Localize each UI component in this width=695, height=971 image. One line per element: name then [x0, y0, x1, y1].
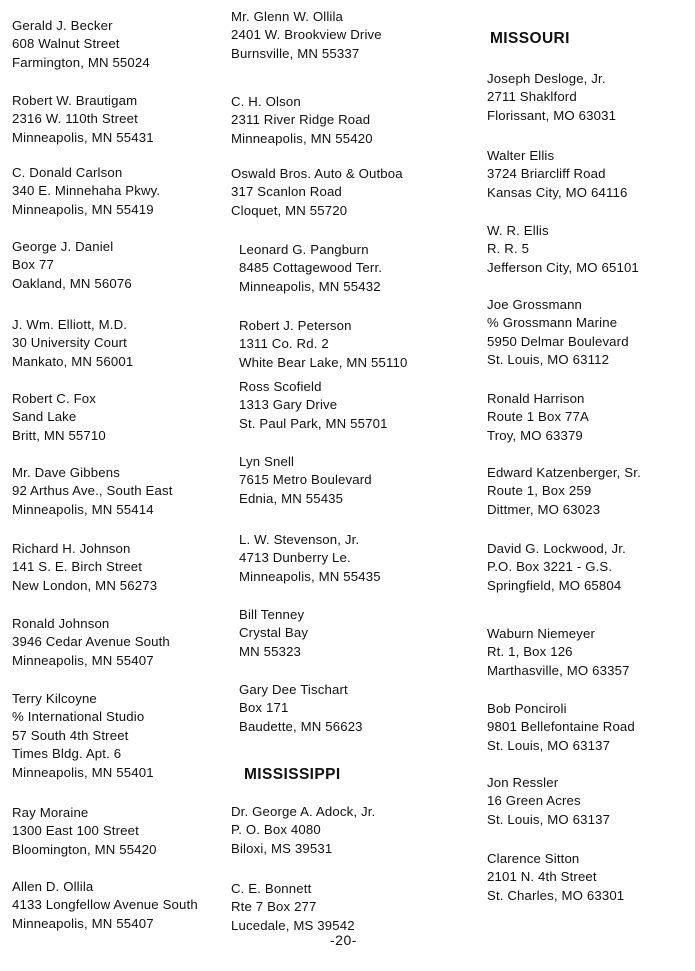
- entry-name: Ross Scofield: [239, 379, 322, 394]
- entry-name: Dr. George A. Adock, Jr.: [231, 804, 376, 819]
- entry-address-line: Rt. 1, Box 126: [487, 644, 573, 660]
- address-entry: [487, 625, 630, 680]
- address-entry: [487, 222, 639, 277]
- entry-address-line: Crystal Bay: [239, 625, 309, 641]
- entry-name: Waburn Niemeyer: [487, 626, 596, 641]
- address-entry: [231, 8, 382, 63]
- entry-name: Ray Moraine: [12, 805, 89, 820]
- address-entry: [12, 878, 198, 933]
- entry-address-line: % International Studio: [12, 709, 145, 725]
- entry-name: Terry Kilcoyne: [12, 691, 97, 706]
- entry-address-line: St. Paul Park, MN 55701: [239, 415, 388, 431]
- entry-address-line: Minneapolis, MN 55407: [12, 652, 154, 668]
- entry-address-line: 2311 River Ridge Road: [231, 112, 371, 128]
- entry-name: W. R. Ellis: [487, 223, 549, 238]
- entry-address-line: Minneapolis, MN 55435: [239, 568, 381, 584]
- entry-address-line: % Grossmann Marine: [487, 315, 618, 331]
- entry-address-line: Minneapolis, MN 55414: [12, 501, 154, 517]
- entry-address-line: Ednia, MN 55435: [239, 490, 344, 506]
- entry-address-line: Mankato, MN 56001: [12, 353, 134, 369]
- address-entry: [12, 316, 133, 371]
- entry-address-line: R. R. 5: [487, 241, 530, 257]
- entry-name: Walter Ellis: [487, 148, 555, 163]
- entry-name: Oswald Bros. Auto & Outboa: [231, 166, 403, 181]
- entry-address-line: 1300 East 100 Street: [12, 823, 139, 839]
- address-entry: [239, 606, 308, 661]
- entry-address-line: Route 1 Box 77A: [487, 409, 589, 425]
- entry-address-line: 57 South 4th Street: [12, 727, 129, 743]
- entry-address-line: Springfield, MO 65804: [487, 577, 622, 593]
- address-entry: [12, 690, 154, 782]
- entry-address-line: Dittmer, MO 63023: [487, 501, 601, 517]
- entry-name: C. Donald Carlson: [12, 165, 123, 180]
- address-entry: [12, 92, 154, 147]
- entry-address-line: 30 University Court: [12, 335, 127, 351]
- state-heading-missouri: MISSOURI: [490, 30, 570, 47]
- address-entry: [12, 390, 106, 445]
- entry-address-line: 16 Green Acres: [487, 793, 581, 809]
- entry-address-line: Minneapolis, MN 55431: [12, 129, 154, 145]
- entry-address-line: 1313 Gary Drive: [239, 397, 338, 413]
- entry-address-line: Bloomington, MN 55420: [12, 841, 157, 857]
- entry-name: L. W. Stevenson, Jr.: [239, 532, 360, 547]
- address-entry: [487, 147, 627, 202]
- page-number: -20-: [330, 932, 357, 948]
- entry-address-line: Box 77: [12, 257, 54, 273]
- address-entry: [12, 464, 173, 519]
- entry-address-line: 2316 W. 110th Street: [12, 111, 138, 127]
- entry-address-line: St. Louis, MO 63137: [487, 737, 611, 753]
- entry-name: Clarence Sitton: [487, 851, 580, 866]
- entry-address-line: 2401 W. Brookview Drive: [231, 27, 382, 43]
- address-entry: [239, 241, 382, 296]
- address-entry: [12, 804, 157, 859]
- entry-name: Gerald J. Becker: [12, 18, 113, 33]
- entry-name: Ronald Johnson: [12, 616, 110, 631]
- entry-name: Joe Grossmann: [487, 297, 583, 312]
- entry-address-line: 2711 Shaklford: [487, 89, 577, 105]
- entry-address-line: Farmington, MN 55024: [12, 54, 150, 70]
- entry-name: C. H. Olson: [231, 94, 301, 109]
- entry-address-line: Box 171: [239, 700, 289, 716]
- entry-address-line: Biloxi, MS 39531: [231, 840, 333, 856]
- entry-name: C. E. Bonnett: [231, 881, 312, 896]
- address-entry: [12, 238, 132, 293]
- entry-address-line: St. Louis, MO 63137: [487, 811, 611, 827]
- entry-address-line: 340 E. Minnehaha Pkwy.: [12, 183, 161, 199]
- entry-address-line: 1311 Co. Rd. 2: [239, 336, 329, 352]
- entry-address-line: 141 S. E. Birch Street: [12, 559, 143, 575]
- entry-name: Leonard G. Pangburn: [239, 242, 369, 257]
- entry-address-line: 608 Walnut Street: [12, 36, 120, 52]
- entry-name: Mr. Glenn W. Ollila: [231, 9, 344, 24]
- address-entry: [12, 164, 160, 219]
- entry-address-line: 317 Scanlon Road: [231, 184, 342, 200]
- entry-name: Bill Tenney: [239, 607, 305, 622]
- address-entry: [231, 803, 375, 858]
- address-entry: [487, 540, 626, 595]
- address-entry: [239, 681, 363, 736]
- entry-address-line: Jefferson City, MO 65101: [487, 259, 639, 275]
- entry-name: Edward Katzenberger, Sr.: [487, 465, 641, 480]
- entry-name: Allen D. Ollila: [12, 879, 94, 894]
- address-entry: [231, 880, 355, 935]
- entry-address-line: 92 Arthus Ave., South East: [12, 483, 173, 499]
- entry-name: David G. Lockwood, Jr.: [487, 541, 626, 556]
- entry-name: Gary Dee Tischart: [239, 682, 348, 697]
- entry-address-line: Britt, MN 55710: [12, 427, 106, 443]
- entry-address-line: 5950 Delmar Boulevard: [487, 333, 629, 349]
- entry-name: Robert C. Fox: [12, 391, 97, 406]
- entry-address-line: Minneapolis, MN 55419: [12, 201, 154, 217]
- address-entry: [239, 317, 407, 372]
- entry-address-line: St. Charles, MO 63301: [487, 887, 625, 903]
- entry-address-line: Cloquet, MN 55720: [231, 202, 348, 218]
- entry-address-line: P.O. Box 3221 - G.S.: [487, 559, 613, 575]
- entry-name: J. Wm. Elliott, M.D.: [12, 317, 128, 332]
- entry-address-line: 4713 Dunberry Le.: [239, 550, 351, 566]
- entry-address-line: P. O. Box 4080: [231, 822, 321, 838]
- address-entry: [487, 774, 610, 829]
- entry-address-line: 9801 Bellefontaine Road: [487, 719, 635, 735]
- address-entry: [12, 615, 170, 670]
- entry-address-line: 8485 Cottagewood Terr.: [239, 260, 383, 276]
- entry-address-line: Minneapolis, MN 55432: [239, 278, 381, 294]
- entry-name: Bob Ponciroli: [487, 701, 567, 716]
- address-entry: [239, 531, 381, 586]
- entry-address-line: Sand Lake: [12, 409, 77, 425]
- entry-name: Jon Ressler: [487, 775, 559, 790]
- entry-address-line: Baudette, MN 56623: [239, 718, 363, 734]
- entry-address-line: Minneapolis, MN 55401: [12, 764, 154, 780]
- state-heading-mississippi: MISSISSIPPI: [244, 766, 341, 783]
- address-entry: [231, 93, 373, 148]
- entry-address-line: 2101 N. 4th Street: [487, 869, 597, 885]
- address-entry: [12, 540, 157, 595]
- entry-address-line: St. Louis, MO 63112: [487, 352, 610, 368]
- entry-address-line: Times Bldg. Apt. 6: [12, 746, 122, 762]
- entry-name: Mr. Dave Gibbens: [12, 465, 120, 480]
- entry-address-line: Burnsville, MN 55337: [231, 45, 360, 61]
- entry-name: Ronald Harrison: [487, 391, 585, 406]
- entry-address-line: Marthasville, MO 63357: [487, 662, 630, 678]
- address-entry: [487, 464, 641, 519]
- entry-address-line: Kansas City, MO 64116: [487, 184, 628, 200]
- entry-address-line: 3946 Cedar Avenue South: [12, 634, 170, 650]
- entry-address-line: 4133 Longfellow Avenue South: [12, 897, 198, 913]
- address-entry: [487, 850, 624, 905]
- address-entry: [12, 17, 150, 72]
- entry-address-line: Lucedale, MS 39542: [231, 917, 355, 933]
- address-entry: [487, 70, 616, 125]
- entry-name: Lyn Snell: [239, 454, 295, 469]
- entry-address-line: Route 1, Box 259: [487, 483, 592, 499]
- entry-address-line: New London, MN 56273: [12, 577, 158, 593]
- entry-name: Robert J. Peterson: [239, 318, 352, 333]
- address-entry: [239, 378, 388, 433]
- address-entry: [487, 390, 589, 445]
- entry-address-line: White Bear Lake, MN 55110: [239, 354, 408, 370]
- entry-address-line: 3724 Briarcliff Road: [487, 166, 606, 182]
- address-entry: [231, 165, 476, 220]
- entry-address-line: MN 55323: [239, 643, 302, 659]
- entry-name: Joseph Desloge, Jr.: [487, 71, 606, 86]
- entry-name: Richard H. Johnson: [12, 541, 131, 556]
- entry-address-line: Florissant, MO 63031: [487, 107, 617, 123]
- entry-address-line: Oakland, MN 56076: [12, 275, 132, 291]
- address-entry: [239, 453, 372, 508]
- entry-address-line: Minneapolis, MN 55420: [231, 130, 373, 146]
- entry-address-line: Rte 7 Box 277: [231, 899, 317, 915]
- entry-address-line: 7615 Metro Boulevard: [239, 472, 372, 488]
- entry-name: George J. Daniel: [12, 239, 114, 254]
- entry-address-line: Minneapolis, MN 55407: [12, 915, 154, 931]
- address-entry: [487, 296, 629, 370]
- address-entry: [487, 700, 635, 755]
- entry-address-line: Troy, MO 63379: [487, 427, 583, 443]
- entry-name: Robert W. Brautigam: [12, 93, 138, 108]
